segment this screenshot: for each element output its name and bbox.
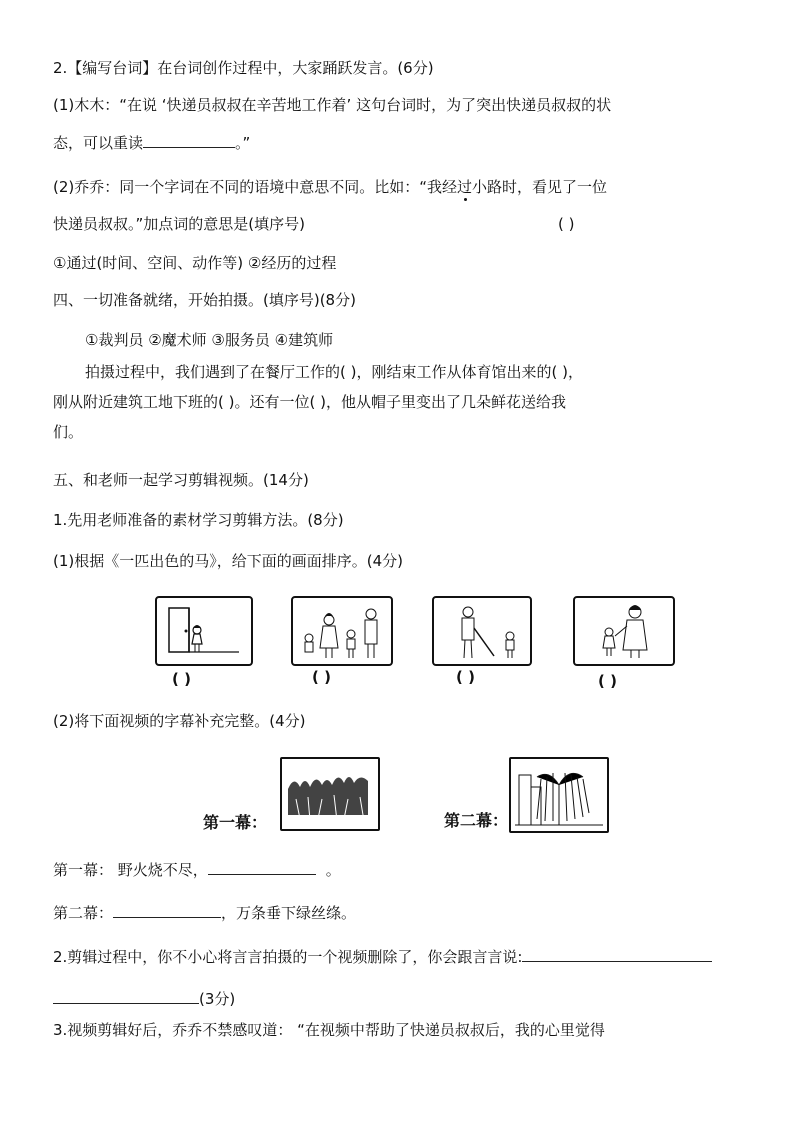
q2-title: 2.【编写台词】在台词创作过程中，大家踊跃发言。(6分) bbox=[53, 59, 434, 77]
q2-part1-blank[interactable] bbox=[143, 132, 235, 148]
q2-part2-line1 bbox=[53, 177, 607, 197]
order-answer-paren-3[interactable]: ( ) bbox=[456, 668, 475, 686]
scene1-label: 第一幕： bbox=[203, 813, 268, 832]
picture-man-with-stick bbox=[432, 596, 532, 666]
subtitle-scene1-text: 第一幕： 野火烧不尽， bbox=[53, 861, 208, 879]
subtitle-scene2-text: 第二幕： bbox=[53, 904, 114, 922]
q5-sub2 bbox=[53, 946, 712, 967]
subtitle-scene1-end: 。 bbox=[325, 861, 341, 879]
q2-part1-line2 bbox=[53, 132, 250, 153]
scene2-label: 第二幕： bbox=[444, 811, 509, 830]
q2-part1-text: 态，可以重读 bbox=[53, 134, 144, 152]
subtitle-scene1 bbox=[53, 859, 341, 880]
q2-options: ①通过(时间、空间、动作等) ②经历的过程 bbox=[53, 254, 337, 272]
picture-willow-tree bbox=[509, 757, 609, 833]
q4-title: 四、一切准备就绪，开始拍摄。(填序号)(8分) bbox=[53, 291, 356, 309]
subtitle-scene2-end: ，万条垂下绿丝绦。 bbox=[221, 904, 357, 922]
q2-part1-end: 。” bbox=[235, 134, 251, 152]
q5-sub2-score: (3分) bbox=[199, 990, 236, 1008]
q5-sub1-title: 1.先用老师准备的素材学习剪辑方法。(8分) bbox=[53, 511, 344, 529]
dotted-word: 过 bbox=[457, 178, 473, 196]
q2-part2-answer-paren[interactable]: ( ) bbox=[558, 215, 575, 233]
subtitle-scene2 bbox=[53, 902, 356, 923]
subtitle-scene2-blank[interactable] bbox=[113, 902, 221, 918]
q5-sub2-blank-1[interactable] bbox=[522, 946, 712, 962]
q2-part2-text-a: (2)乔乔：同一个字词在不同的语境中意思不同。比如：“我经 bbox=[53, 178, 458, 196]
q4-paragraph-line1: 拍摄过程中，我们遇到了在餐厅工作的( )，刚结束工作从体育馆出来的( )， bbox=[85, 363, 583, 381]
picture-family-walk bbox=[291, 596, 393, 666]
q2-part2-text-b: 小路时，看见了一位 bbox=[472, 178, 608, 196]
q2-part2-line2: 快递员叔叔。”加点词的意思是(填序号) bbox=[53, 215, 305, 233]
q5-sub1-part1: (1)根据《一匹出色的马》，给下面的画面排序。(4分) bbox=[53, 552, 403, 570]
q5-sub2-blank-2[interactable] bbox=[53, 988, 199, 1004]
order-answer-paren-1[interactable]: ( ) bbox=[172, 670, 191, 688]
q5-sub3: 3.视频剪辑好后，乔乔不禁感叹道： “在视频中帮助了快递员叔叔后，我的心里觉得 bbox=[53, 1021, 605, 1039]
q2-part1-line1: (1)木木：“在说 ‘快递员叔叔在辛苦地工作着’ 这句台词时，为了突出快递员叔叔的状 bbox=[53, 96, 612, 114]
picture-door-child bbox=[155, 596, 253, 666]
subtitle-scene1-blank[interactable] bbox=[208, 859, 316, 875]
q5-sub2-cont bbox=[53, 988, 235, 1009]
picture-wildfire-grass bbox=[280, 757, 380, 831]
picture-woman-child bbox=[573, 596, 675, 666]
q5-title: 五、和老师一起学习剪辑视频。(14分) bbox=[53, 471, 309, 489]
order-answer-paren-4[interactable]: ( ) bbox=[598, 672, 617, 690]
order-answer-paren-2[interactable]: ( ) bbox=[312, 668, 331, 686]
q5-sub2-text: 2.剪辑过程中，你不小心将言言拍摄的一个视频删除了，你会跟言言说: bbox=[53, 948, 523, 966]
q4-paragraph-line2: 刚从附近建筑工地下班的( )。还有一位( )，他从帽子里变出了几朵鲜花送给我 bbox=[53, 393, 566, 411]
q5-sub1-part2: (2)将下面视频的字幕补充完整。(4分) bbox=[53, 712, 306, 730]
q4-choices: ①裁判员 ②魔术师 ③服务员 ④建筑师 bbox=[85, 331, 334, 349]
q4-paragraph-line3: 们。 bbox=[53, 423, 84, 441]
